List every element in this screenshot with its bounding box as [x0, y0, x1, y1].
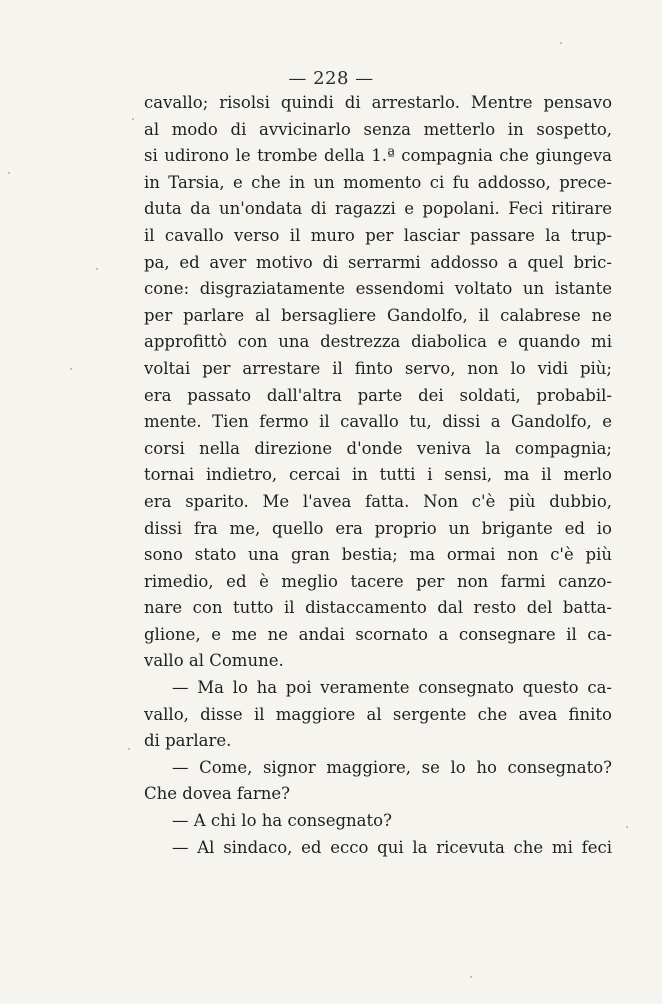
paper-speck — [470, 976, 472, 978]
text-line: — Ma lo ha poi veramente consegnato questo ca- — [172, 678, 612, 698]
text-line: glione, e me ne andai scornato a consegnare il ca- — [144, 624, 612, 644]
text-line: si udirono le trombe della 1.ª compagnia che giungeva — [144, 146, 612, 166]
text-line: cavallo; risolsi quindi di arrestarlo. Mentre pensavo — [144, 93, 612, 112]
text-line: in Tarsia, e che in un momento ci fu addosso, prece- — [144, 172, 612, 192]
paragraph — [144, 835, 612, 862]
paper-speck — [70, 368, 72, 370]
text-line: al modo di avvicinarlo senza metterlo in sospetto, — [144, 119, 612, 139]
text-line: sono stato una gran bestia; ma ormai non c'è più — [144, 545, 612, 565]
text-line: rimedio, ed è meglio tacere per non farmi canzo- — [144, 571, 612, 591]
page-number: — 228 — — [288, 68, 374, 89]
text-line: per parlare al bersagliere Gandolfo, il calabrese ne — [144, 305, 612, 325]
text-line: era sparito. Me l'avea fatta. Non c'è più dubbio, — [144, 491, 612, 511]
paragraph — [144, 675, 612, 755]
body-text — [144, 90, 612, 861]
text-line: — A chi lo ha consegnato? — [172, 811, 392, 831]
text-line: era passato dall'altra parte dei soldati, probabil- — [144, 385, 612, 405]
paper-speck — [626, 826, 628, 828]
paper-speck — [8, 172, 10, 174]
paper-speck — [96, 268, 98, 270]
text-line: vallo al Comune. — [144, 651, 284, 671]
text-line: corsi nella direzione d'onde veniva la compagnia; — [144, 438, 612, 458]
paragraph — [144, 755, 612, 808]
text-line: approfittò con una destrezza diabolica e quando mi — [144, 332, 612, 352]
text-line: mente. Tien fermo il cavallo tu, dissi a Gandolfo, e — [144, 412, 612, 432]
text-line: — Al sindaco, ed ecco qui la ricevuta che mi feci — [172, 837, 612, 857]
text-line: pa, ed aver motivo di serrarmi addosso a quel bric- — [144, 252, 612, 272]
text-line: il cavallo verso il muro per lasciar passare la trup- — [144, 225, 612, 245]
text-line: vallo, disse il maggiore al sergente che avea finito — [144, 704, 612, 724]
paper-speck — [560, 42, 562, 44]
paragraph — [144, 90, 612, 675]
text-line: Che dovea farne? — [144, 784, 290, 804]
text-line: — Come, signor maggiore, se lo ho consegnato? — [172, 757, 612, 777]
text-line: cone: disgraziatamente essendomi voltato un istante — [144, 279, 612, 299]
text-line: tornai indietro, cercai in tutti i sensi, ma il merlo — [144, 465, 612, 485]
text-line: duta da un'ondata di ragazzi e popolani. Feci ritirare — [144, 199, 612, 219]
paper-speck — [128, 748, 130, 750]
text-line: dissi fra me, quello era proprio un brigante ed io — [144, 518, 612, 538]
paragraph — [144, 808, 612, 835]
text-line: di parlare. — [144, 731, 232, 751]
paper-speck — [132, 118, 134, 120]
text-line: nare con tutto il distaccamento dal resto del batta- — [144, 598, 612, 618]
text-line: voltai per arrestare il finto servo, non lo vidi più; — [144, 358, 612, 378]
